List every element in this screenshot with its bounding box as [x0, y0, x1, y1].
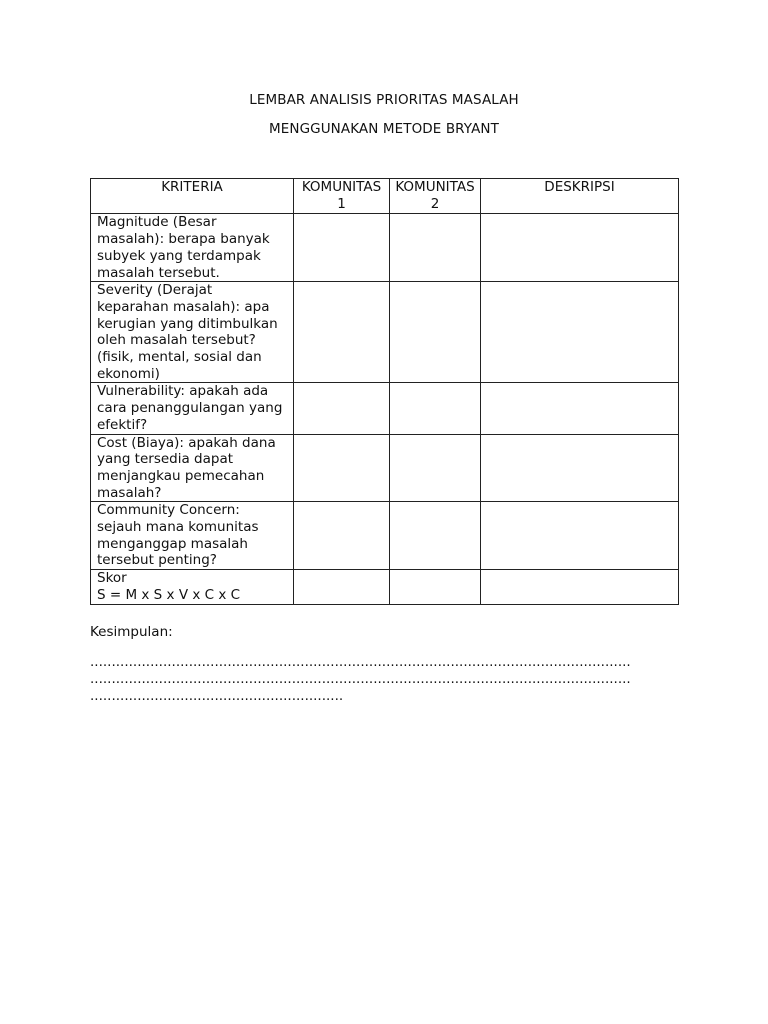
cell-deskripsi[interactable] — [481, 282, 679, 383]
criteria-magnitude: Magnitude (Besar masalah): berapa banyak subyek yang terdampak masalah tersebut. — [91, 214, 294, 282]
cell-komunitas-1[interactable] — [294, 383, 390, 434]
criteria-cost: Cost (Biaya): apakah dana yang tersedia dapat menjangkau pemecahan masalah? — [91, 434, 294, 502]
skor-formula: S = M x S x V x C x C — [97, 586, 241, 603]
header-komunitas-1: KOMUNITAS 1 — [294, 179, 390, 214]
cell-komunitas-2[interactable] — [390, 214, 481, 282]
cell-komunitas-2[interactable] — [390, 502, 481, 570]
cell-deskripsi[interactable] — [481, 434, 679, 502]
table-row — [91, 383, 679, 434]
cell-komunitas-2[interactable] — [390, 282, 481, 383]
header-deskripsi: DESKRIPSI — [481, 179, 679, 214]
cell-komunitas-2[interactable] — [390, 570, 481, 604]
cell-komunitas-1[interactable] — [294, 570, 390, 604]
cell-deskripsi[interactable] — [481, 383, 679, 434]
table-row — [91, 282, 679, 383]
conclusion-label: Kesimpulan: — [90, 624, 173, 640]
skor-label: Skor — [97, 570, 127, 587]
cell-komunitas-2[interactable] — [390, 383, 481, 434]
criteria-community-concern: Community Concern: sejauh mana komunitas menganggap masalah tersebut penting? — [91, 502, 294, 570]
table-header-row — [91, 179, 679, 214]
cell-komunitas-1[interactable] — [294, 282, 390, 383]
cell-deskripsi[interactable] — [481, 570, 679, 604]
table-row — [91, 570, 679, 604]
criteria-skor — [91, 570, 294, 604]
cell-deskripsi[interactable] — [481, 214, 679, 282]
cell-komunitas-2[interactable] — [390, 434, 481, 502]
cell-komunitas-1[interactable] — [294, 214, 390, 282]
header-komunitas-2: KOMUNITAS 2 — [390, 179, 481, 214]
header-kriteria: KRITERIA — [91, 179, 294, 214]
table-row — [91, 434, 679, 502]
document-title: LEMBAR ANALISIS PRIORITAS MASALAH — [249, 92, 519, 108]
cell-komunitas-1[interactable] — [294, 434, 390, 502]
conclusion-fill-line[interactable]: ........................................................... — [90, 688, 344, 704]
bryant-priority-table — [90, 178, 679, 605]
conclusion-fill-line[interactable]: .............................................................................................................................. — [90, 671, 631, 687]
conclusion-fill-line[interactable]: .............................................................................................................................. — [90, 654, 631, 670]
table-row — [91, 502, 679, 570]
criteria-severity: Severity (Derajat keparahan masalah): apa kerugian yang ditimbulkan oleh masalah tersebut? (fisik, mental, sosial dan ekonomi) — [91, 282, 294, 383]
criteria-vulnerability: Vulnerability: apakah ada cara penanggulangan yang efektif? — [91, 383, 294, 434]
cell-komunitas-1[interactable] — [294, 502, 390, 570]
document-subtitle: MENGGUNAKAN METODE BRYANT — [269, 121, 499, 137]
table-row — [91, 214, 679, 282]
cell-deskripsi[interactable] — [481, 502, 679, 570]
